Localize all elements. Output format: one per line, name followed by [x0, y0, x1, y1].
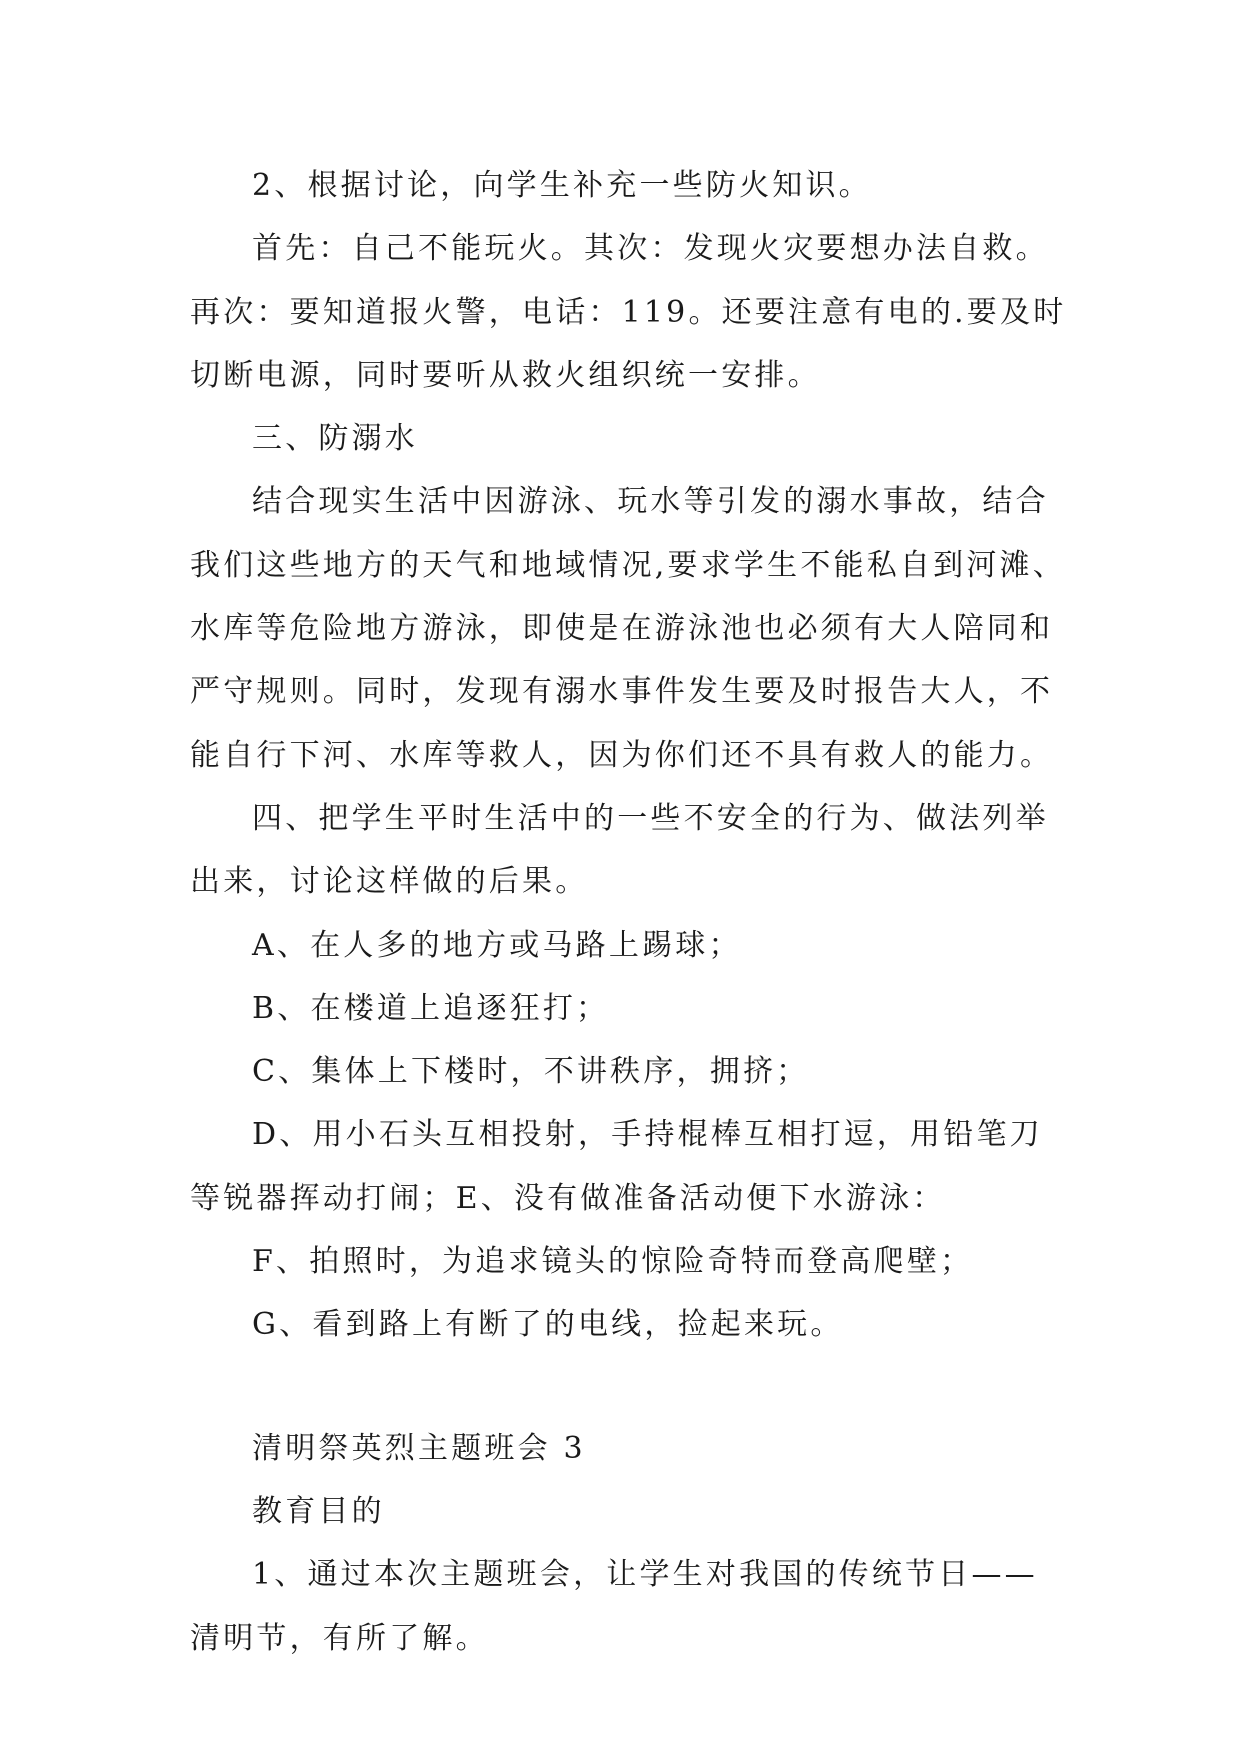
list-item: F、拍照时，为追求镜头的惊险奇特而登高爬壁；: [252, 1244, 974, 1280]
list-item: D、用小石头互相投射，手持棍棒互相打逗，用铅笔刀: [252, 1117, 1043, 1153]
paragraph-line: 首先：自己不能玩火。其次：发现火灾要想办法自救。: [252, 231, 1049, 267]
list-item: B、在楼道上追逐狂打；: [252, 990, 610, 1026]
list-item: A、在人多的地方或马路上踢球；: [252, 927, 742, 963]
paragraph-line: 四、把学生平时生活中的一些不安全的行为、做法列举: [252, 800, 1049, 836]
section-heading: 三、防溺水: [252, 421, 418, 457]
paragraph-line: 清明节，有所了解。: [190, 1620, 489, 1656]
paragraph-line: 水库等危险地方游泳，即使是在游泳池也必须有大人陪同和: [190, 611, 1054, 647]
list-item: G、看到路上有断了的电线，捡起来玩。: [252, 1307, 844, 1343]
paragraph-line: 我们这些地方的天气和地域情况,要求学生不能私自到河滩、: [190, 547, 1066, 583]
paragraph-line: 1、通过本次主题班会，让学生对我国的传统节日——: [252, 1557, 1038, 1593]
paragraph-line: 严守规则。同时，发现有溺水事件发生要及时报告大人，不: [190, 674, 1054, 710]
section-gap: [190, 1357, 1070, 1417]
document-body: [190, 154, 1070, 1670]
paragraph-line: 出来，讨论这样做的后果。: [190, 864, 589, 900]
paragraph-line: 结合现实生活中因游泳、玩水等引发的溺水事故，结合: [252, 484, 1049, 520]
subsection-heading: 教育目的: [252, 1493, 385, 1529]
list-item: C、集体上下楼时，不讲秩序，拥挤；: [252, 1054, 810, 1090]
list-item: 等锐器挥动打闹；E、没有做准备活动便下水游泳：: [190, 1180, 946, 1216]
paragraph-line: 能自行下河、水库等救人，因为你们还不具有救人的能力。: [190, 737, 1054, 773]
paragraph-line: 再次：要知道报火警，电话：119。还要注意有电的.要及时: [190, 294, 1067, 330]
paragraph-line: 切断电源，同时要听从救火组织统一安排。: [190, 357, 821, 393]
section-title: 清明祭英烈主题班会 3: [252, 1430, 586, 1466]
paragraph-line: 2、根据讨论，向学生补充一些防火知识。: [252, 168, 872, 203]
